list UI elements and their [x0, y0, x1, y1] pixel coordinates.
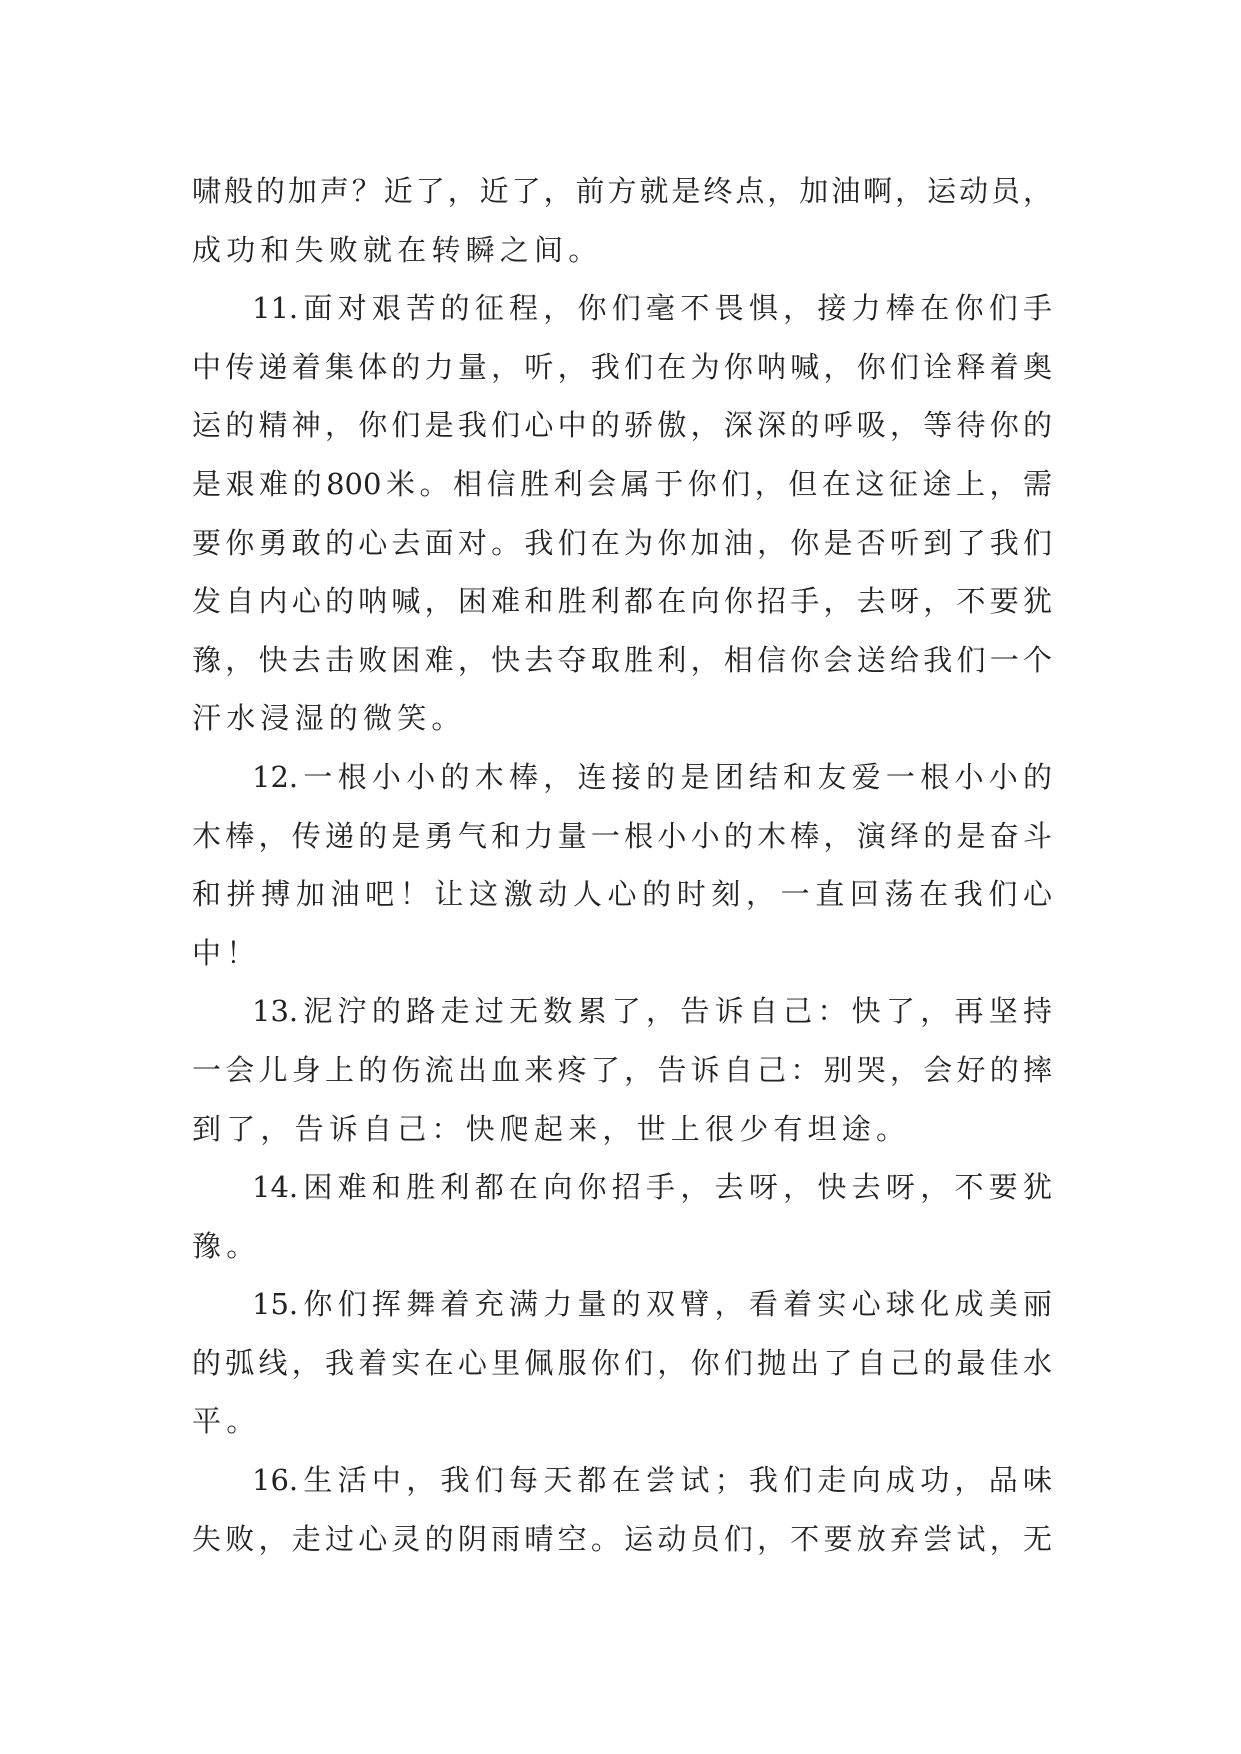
text-line-17: 到了，告诉自己：快爬起来，世上很少有坦途。	[192, 1111, 911, 1146]
text-line-2: 成功和失败就在转瞬之间。	[192, 232, 603, 267]
text-line-18: 14.困难和胜利都在向你招手，去呀，快去呀，不要犹	[252, 1170, 1052, 1205]
text-line-6: 是艰难的800米。相信胜利会属于你们，但在这征途上，需	[192, 466, 1052, 501]
text-line-13: 和拼搏加油吧！让这激动人心的时刻，一直回荡在我们心	[192, 877, 1052, 912]
text-line-5: 运的精神，你们是我们心中的骄傲，深深的呼吸，等待你的	[192, 408, 1052, 443]
text-line-10: 汗水浸湿的微笑。	[192, 701, 466, 736]
text-line-3: 11.面对艰苦的征程，你们毫不畏惧，接力棒在你们手	[252, 291, 1052, 326]
text-line-14: 中！	[192, 935, 261, 970]
text-line-16: 一会儿身上的伤流出血来疼了，告诉自己：别哭，会好的摔	[192, 1052, 1052, 1087]
text-line-19: 豫。	[192, 1228, 261, 1263]
text-line-1: 啸般的加声？近了，近了，前方就是终点，加油啊，运动员，	[192, 174, 1052, 208]
text-line-7: 要你勇敢的心去面对。我们在为你加油，你是否听到了我们	[192, 525, 1052, 560]
text-line-8: 发自内心的呐喊，困难和胜利都在向你招手，去呀，不要犹	[192, 584, 1052, 619]
text-line-11: 12.一根小小的木棒，连接的是团结和友爱一根小小的	[252, 759, 1052, 794]
text-line-22: 平。	[192, 1404, 261, 1439]
text-line-24: 失败，走过心灵的阴雨晴空。运动员们，不要放弃尝试，无	[192, 1521, 1052, 1556]
text-line-4: 中传递着集体的力量，听，我们在为你呐喊，你们诠释着奥	[192, 349, 1052, 384]
document-body	[192, 162, 1052, 1568]
text-line-20: 15.你们挥舞着充满力量的双臂，看着实心球化成美丽	[252, 1287, 1052, 1322]
text-line-21: 的弧线，我着实在心里佩服你们，你们抛出了自己的最佳水	[192, 1345, 1052, 1380]
text-line-9: 豫，快去击败困难，快去夺取胜利，相信你会送给我们一个	[192, 642, 1052, 677]
text-line-12: 木棒，传递的是勇气和力量一根小小的木棒，演绎的是奋斗	[192, 818, 1052, 853]
text-line-23: 16.生活中，我们每天都在尝试；我们走向成功，品味	[252, 1463, 1052, 1498]
text-line-15: 13.泥泞的路走过无数累了，告诉自己：快了，再坚持	[252, 994, 1052, 1029]
